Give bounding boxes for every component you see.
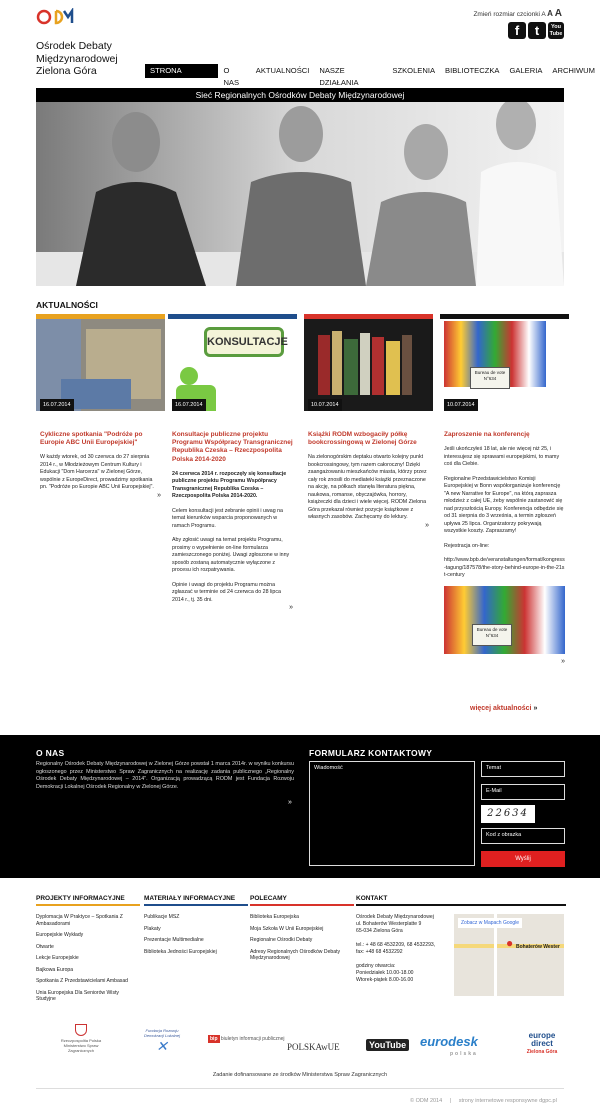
send-button[interactable]: Wyślij [481, 851, 565, 867]
contact-title: KONTAKT [356, 895, 388, 902]
hero-image [36, 102, 564, 286]
eurodesk-logo[interactable] [420, 1036, 478, 1060]
eurodesk-sub: polska [449, 1051, 478, 1057]
europe-direct-text: europe direct [528, 1031, 556, 1048]
frdl-logo[interactable] [138, 1028, 186, 1055]
brand-line1: Ośrodek Debaty [36, 40, 112, 52]
copyright: © ODM 2014 | strony internetowe responsywne dgpc.pl [410, 1098, 557, 1104]
font-small-button[interactable]: A [541, 11, 546, 18]
projects-link[interactable]: Bajkowa Europa [36, 966, 74, 973]
news-paragraph: Aby zgłosić uwagi na temat projektu Programu, prosimy o wypełnienie on-line formularza zamieszczonego poniżej. Uwagi zgłoszone w inny sposób zostaną automatycznie wyłączone z procesu ich rozpatrywania. [172, 537, 290, 574]
youtube-icon[interactable]: You Tube [549, 24, 563, 37]
polskawue-logo[interactable]: POLSKAwUE [287, 1042, 340, 1052]
konsultacje-sign: KONSULTACJE [204, 327, 284, 357]
mfa-logo-text: Rzeczpospolita Polska Ministerstwo Spraw Zagranicznych [60, 1038, 102, 1053]
materials-link[interactable]: Plakaty [144, 925, 161, 932]
projects-link[interactable]: Otwarte [36, 943, 54, 950]
projects-column [36, 895, 140, 1008]
news-image[interactable] [304, 319, 433, 411]
about-more-icon[interactable]: » [288, 799, 292, 806]
news-body [440, 446, 569, 580]
youtube-logo[interactable]: YouTube [366, 1039, 409, 1051]
news-title-link[interactable]: Książki RODM wzbogaciły półkę bookcrossingową w Zielonej Górze [308, 431, 417, 447]
contact-address [356, 914, 446, 996]
news-section-title: AKTUALNOŚCI [36, 300, 98, 310]
news-paragraph: Na zielonogórskim deptaku otwarto kolejny punkt bookcrossingowy, tym razem całoroczny! Dzięki zaangażowaniu mieszkańców miasta, którzy przez cały rok znosili do mediateki książki przeznaczone na akcję, na półkach stanęła literatura piękna, naukowa, romanse, obyczajówka, horrory, książeczki dla dzieci i wiele więcej. RODM Zielona Góra przekazał również pozycje książkowe z własnych zasobów. Zachęcamy do lektury. [308, 454, 427, 521]
recommended-link[interactable]: Biblioteka Europejska [250, 914, 299, 920]
email-field[interactable]: E-Mail [481, 784, 565, 800]
news-date: 16.07.2014 [172, 399, 206, 411]
bureau-de-vote-sign: Bureau de vote N°634 [472, 624, 512, 646]
projects-link[interactable]: Dyplomacja W Praktyce – Spotkania Z Ambasadorami [36, 914, 123, 927]
person-icon: ✕ [156, 1038, 168, 1054]
news-title-link[interactable]: Zaproszenie na konferencję [444, 431, 530, 438]
news-item [304, 314, 433, 529]
news-paragraph: Rejestracja on-line: [444, 542, 490, 549]
europe-direct-sub: Zielona Góra [526, 1049, 558, 1055]
news-title-link[interactable]: Konsultacje publiczne projektu Programu Współpracy Transgranicznej Republika Czeska – Rzeczpospolita Polska 2014-2020 [172, 431, 293, 463]
contact-form-title: FORMULARZ KONTAKTOWY [309, 748, 433, 758]
recommended-link[interactable]: Moja Szkoła W Unii Europejskiej [250, 925, 324, 932]
materials-link[interactable]: Biblioteka Jedności Europejskiej [144, 948, 217, 955]
news-paragraph: 24 czerwca 2014 r. rozpoczęły się konsultacje publiczne projektu Programu Współpracy Transgranicznej Republika Czeska – Rzeczpospolita Polska 2014-2020. [172, 470, 287, 500]
materials-link[interactable]: Publikacje MSZ [144, 914, 180, 920]
map-link[interactable]: Zobacz w Mapach Google [458, 918, 522, 928]
nav-galeria[interactable]: GALERIA [509, 66, 543, 75]
brand-line2: Międzynarodowej [36, 52, 118, 65]
brand-line3: Zielona Góra [36, 65, 97, 77]
network-banner: Sieć Regionalnych Ośrodków Debaty Międzynarodowej [36, 88, 564, 102]
about-title: O NAS [36, 748, 65, 758]
nav-archiwum[interactable]: ARCHIWUM [552, 66, 595, 75]
eagle-icon [75, 1024, 87, 1036]
nav-nasze-dzialania[interactable]: NASZE DZIAŁANIA [319, 66, 359, 87]
about-text: Regionalny Ośrodek Debaty Międzynarodowej w Zielonej Górze powstał 1 marca 2014r. w wyniku konkursu ogłoszonego przez Ministerstwo Spraw Zagranicznych na realizację zadania publicznego „Regionalny Ośrodek Debaty Międzynarodowej – 2014". Organizacją prowadzącą RODM jest Fundacja Rozwoju Demokracji Lokalnej Ośrodek Regionalny w Zielonej Górze. [36, 761, 294, 790]
contact-line: 65-034 Zielona Góra [356, 928, 403, 934]
recommended-link[interactable]: Regionalne Ośrodki Debaty [250, 937, 313, 943]
projects-link[interactable]: Spotkania Z Przedstawicielami Ambasad [36, 978, 129, 984]
news-item [36, 314, 165, 499]
map-street-label: Bohaterów Wester [516, 944, 560, 950]
news-image[interactable] [36, 319, 165, 411]
projects-link[interactable]: Lekcje Europejskie [36, 955, 79, 961]
font-large-button[interactable]: A [554, 8, 562, 19]
news-body [36, 454, 165, 492]
projects-title: PROJEKTY INFORMACYJNE [36, 895, 125, 902]
more-news-label: więcej aktualności [470, 705, 532, 712]
read-more-icon[interactable]: » [561, 657, 565, 665]
news-paragraph: Jeśli ukończyłeś 18 lat, ale nie więcej niż 25, i interesujesz się sprawami europejskimi, to mamy coś dla Ciebie. [444, 446, 560, 468]
font-size-switcher [473, 8, 562, 19]
more-news-link[interactable]: więcej aktualności » [470, 705, 538, 712]
facebook-icon[interactable]: f [508, 22, 526, 39]
google-map[interactable] [454, 914, 564, 996]
read-more-icon[interactable]: » [157, 491, 161, 499]
contact-line: Poniedziałek 10.00-18.00 [356, 970, 414, 976]
news-date: 10.07.2014 [308, 399, 342, 411]
mfa-logo[interactable] [56, 1024, 106, 1053]
recommended-link[interactable]: Adresy Regionalnych Ośrodków Debaty Międzynarodowej [250, 948, 341, 961]
projects-link[interactable]: Europejskie Wykłady [36, 932, 84, 938]
materials-link[interactable]: Prezentacje Multimedialne [144, 937, 204, 943]
news-date: 10.07.2014 [444, 399, 478, 411]
news-paragraph: Celem konsultacji jest zebranie opinii i uwag na temat kierunków wsparcia proponowanych w ramach Programu. [172, 507, 283, 529]
read-more-icon[interactable]: » [289, 604, 293, 612]
materials-column [144, 895, 248, 960]
projects-link[interactable]: Unia Europejska Dla Seniorów Wisty Studyjne [36, 989, 119, 1002]
logo-icon[interactable] [36, 8, 76, 30]
news-image[interactable] [168, 319, 297, 411]
bip-logo[interactable] [208, 1036, 285, 1042]
news-body [168, 471, 297, 605]
bip-badge: bip [210, 1036, 218, 1042]
bottom-divider [36, 1088, 564, 1089]
europe-direct-logo[interactable] [520, 1032, 564, 1056]
font-size-label: Zmień rozmiar czcionki [473, 11, 540, 18]
news-paragraph: Opinie i uwagi do projektu Programu można zgłaszać w terminie od 24 czerwca do 28 lipca 2014 r., tj. 35 dni. [172, 581, 281, 603]
copyright-text: © ODM 2014 [410, 1098, 443, 1104]
credit-link[interactable]: strony internetowe responsywne dgpc.pl [458, 1098, 557, 1104]
contact-column [356, 895, 566, 996]
news-item [168, 314, 297, 611]
nav-o-nas[interactable]: O NAS [223, 66, 240, 87]
news-title-link[interactable]: Cykliczne spotkania "Podróże po Europie ABC Unii Europejskiej" [40, 431, 143, 447]
captcha-code-field[interactable]: Kod z obrazka [481, 828, 565, 844]
recommended-column [250, 895, 354, 967]
contact-line: fax: +48 68 4532292 [356, 949, 403, 955]
news-image-2 [444, 586, 565, 654]
subject-field[interactable]: Temat [481, 761, 565, 777]
nav-strona-glowna[interactable]: STRONA GŁÓWNA [145, 64, 218, 78]
news-paragraph: W każdy wtorek, od 30 czerwca do 27 sierpnia 2014 r., w Młodzieżowym Centrum Kultury i Edukacji "Dom Harcerza" w Zielonej Górze, wspólnie z EuropeDirect, prowadzimy spotkania pn. "Podróże po Europie ABC Unii Europejskiej". [40, 454, 154, 491]
contact-line: Wtorek-piątek 8.00-16.00 [356, 977, 414, 983]
main-nav [145, 64, 600, 87]
brand-name[interactable] [36, 40, 118, 78]
contact-line: ul. Bohaterów Westerplatte 9 [356, 921, 422, 927]
bureau-de-vote-sign: Bureau de vote N°634 [470, 367, 510, 389]
font-medium-button[interactable]: A [547, 9, 553, 18]
footer-dark [0, 735, 600, 878]
twitter-icon[interactable]: t [528, 22, 546, 39]
eurodesk-text: eurodesk [420, 1034, 478, 1049]
news-item [440, 314, 569, 665]
news-image[interactable] [440, 319, 569, 411]
nav-aktualnosci[interactable]: AKTUALNOŚCI [255, 66, 310, 75]
map-pin-icon: ● [506, 936, 514, 950]
bip-text: biuletyn informacji publicznej [220, 1036, 285, 1042]
nav-szkolenia[interactable]: SZKOLENIA [392, 66, 436, 75]
funding-note: Zadanie dofinansowane ze środków Ministerstwa Spraw Zagranicznych [212, 1072, 388, 1078]
frdl-logo-text: Fundacja Rozwoju Demokracji Lokalnej [143, 1028, 180, 1038]
registration-link[interactable]: http://www.bpb.de/veranstaltungen/format/kongress-tagung/187578/the-story-behind-europe-in-the-21st-century [444, 557, 565, 579]
message-textarea[interactable]: Wiadomość [309, 761, 475, 866]
nav-biblioteczka[interactable]: BIBLIOTECZKA [445, 66, 500, 75]
recommended-title: POLECAMY [250, 895, 287, 902]
news-date: 16.07.2014 [40, 399, 74, 411]
read-more-icon[interactable]: » [425, 521, 429, 529]
news-body [304, 454, 433, 522]
contact-line: tel.: + 48 68 4532209, 68 4532293, [356, 942, 436, 948]
materials-title: MATERIAŁY INFORMACYJNE [144, 895, 236, 902]
contact-line: godziny otwarcia: [356, 963, 396, 969]
captcha-image: 22634 [481, 805, 535, 823]
contact-line: Ośrodek Debaty Międzynarodowej [356, 914, 434, 920]
news-paragraph: Regionalne Przedstawicielstwo Komisji Europejskiej w Bonn współorganizuje konferencję "A new Narrative for Europe", na którą zaprasza młodzież z całej UE, żeby wspólnie zastanowić się nad przyszłością Europy. Konferencja odbędzie się od 31 sierpnia do 3 września, a termin zgłoszeń upływa 25 lipca. Organizatorzy pokrywają wszystkie koszty. Zapraszamy! [444, 475, 564, 535]
